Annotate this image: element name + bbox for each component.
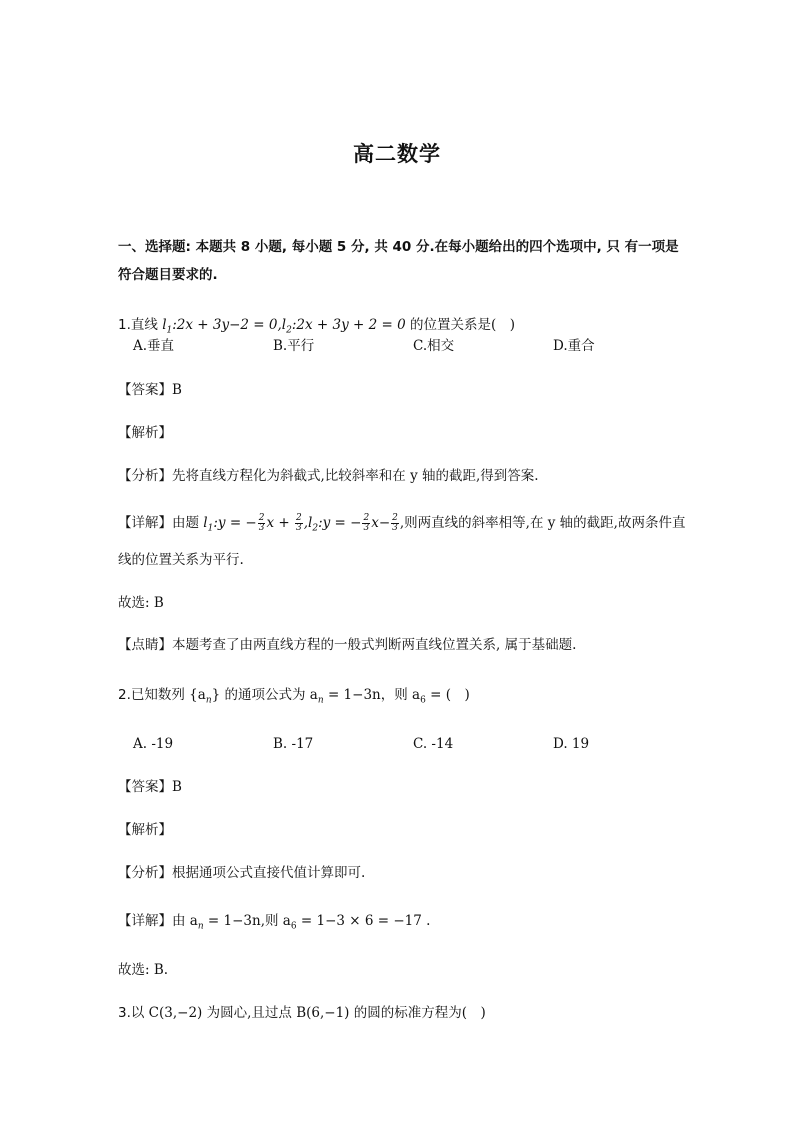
question-2-option-a: A. -19 [133, 736, 174, 752]
detail-rest: ,则两直线的斜率相等,在 y 轴的截距,故两条件直 [399, 515, 686, 531]
line-l2-label: $l_2$ [281, 317, 292, 336]
question-1-option-d: D.重合 [553, 338, 595, 354]
question-2-answer: 【答案】B [118, 779, 182, 795]
question-number: 3. [118, 1005, 131, 1021]
question-2-option-c: C. -14 [413, 736, 454, 752]
question-1-comment: 【点睛】本题考查了由两直线方程的一般式判断两直线位置关系, 属于基础题. [118, 637, 577, 653]
question-2-option-d: D. 19 [553, 736, 590, 752]
question-2-analysis-label: 【解析】 [118, 822, 172, 838]
slope-intercept-formula: $l_1:y$ = − $\frac{2}{3}$ x + $\frac{2}{3}$ $,l_2:y$ = − $\frac{2}{3}$ x− $\frac{2}{3}$ [203, 513, 398, 534]
question-2-option-b: B. -17 [273, 736, 314, 752]
line-l1-equation: :2x + 3y−2 = 0, [172, 317, 282, 333]
section-instruction-line-2: 符合题目要求的. [118, 267, 218, 283]
question-number: 2. [118, 687, 131, 703]
question-text-suffix: 的位置关系是( ) [405, 317, 516, 333]
detail-end: = 1−3 × 6 = −17 . [296, 913, 431, 929]
question-3-stem [118, 1004, 486, 1022]
question-1-choose: 故选: B [118, 595, 164, 611]
question-text: 直线 [130, 317, 158, 333]
section-instruction-line-1: 一、选择题: 本题共 8 小题, 每小题 5 分, 共 40 分.在每小题给出的四个选项中, 只 有一项是 [118, 239, 679, 255]
question-2-analysis: 【分析】根据通项公式直接代值计算即可. [118, 865, 366, 881]
question-1-analysis: 【分析】先将直线方程化为斜截式,比较斜率和在 y 轴的截距,得到答案. [118, 468, 539, 484]
question-1-stem [118, 316, 515, 340]
detail-mid: = 1−3n,则 a [203, 913, 291, 929]
detail-label: 【详解】由 a [118, 913, 198, 929]
page-title: 高二数学 [353, 142, 441, 166]
question-1-analysis-label: 【解析】 [118, 425, 172, 441]
question-1-detail-line-2: 线的位置关系为平行. [118, 552, 244, 568]
question-1-detail [118, 514, 685, 538]
question-text-mid: } 的通项公式为 a [211, 687, 318, 703]
question-2-detail: 【详解】由 $a_n = 1-3n$,则 $a_6 = 1-3 \times 6 = -17$ . [118, 913, 431, 932]
question-1-option-a: A.垂直 [133, 338, 175, 354]
question-1-answer: 【答案】B [118, 382, 182, 398]
line-l1-label: $l_1$ [162, 317, 173, 336]
question-1-option-c: C.相交 [413, 338, 455, 354]
question-text: 以 C(3,−2) 为圆心,且过点 B(6,−1) 的圆的标准方程为( ) [130, 1005, 486, 1021]
line-l2-equation: :2x + 3y + 2 = 0 [291, 317, 406, 333]
sequence-formula: = 1−3n，则 a [323, 687, 421, 703]
detail-label: 【详解】由题 [118, 515, 204, 531]
question-number: 1. [118, 317, 131, 333]
question-1-option-b: B.平行 [273, 338, 315, 354]
question-text-end: = ( ) [425, 687, 470, 703]
question-2-choose: 故选: B. [118, 962, 169, 978]
question-text: 已知数列 {a [130, 687, 206, 703]
question-2-stem: 2.已知数列 $\{a_n\}$ 的通项公式为 $a_n = 1-3n$，则 $a_6$ = ( ) [118, 687, 470, 706]
